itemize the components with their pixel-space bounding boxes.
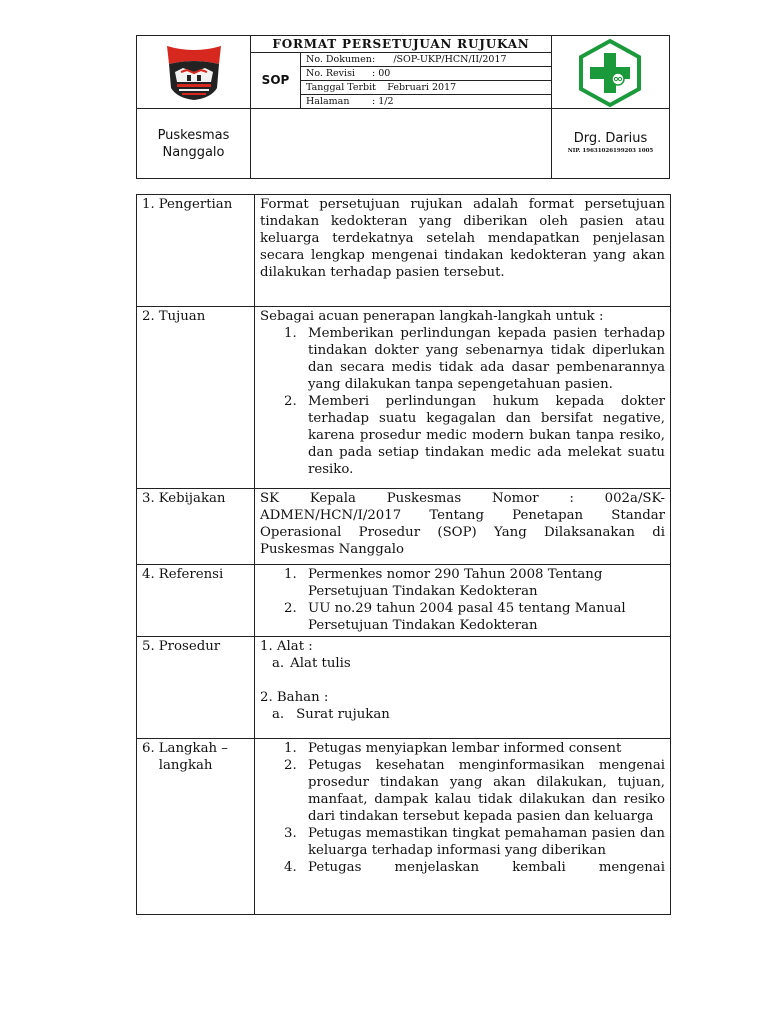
list-number: 1. — [284, 741, 297, 756]
list-number: 4. — [284, 860, 297, 875]
list-item — [284, 740, 665, 757]
meta-key: Halaman — [306, 96, 350, 107]
section-label: Referensi — [158, 567, 224, 582]
meta-key: Tanggal Terbit — [306, 82, 376, 93]
meta-row-revisi — [306, 67, 390, 80]
list-text: Memberi perlindungan hukum kepada dokter terhadap suatu kegagalan dan bersifat negative, karena prosedur medic modern bukan tanpa resiko, dan pada setiap tindakan medic ada melekat suatu resiko. — [308, 394, 665, 477]
list-number: 1. — [284, 567, 297, 582]
meta-value: : 1/2 — [372, 96, 394, 107]
section-label: Langkah – — [158, 741, 228, 756]
list-text: Petugas kesehatan menginformasikan mengenai prosedur tindakan yang akan dilakukan, tujuan, manfaat, dampak kalau tidak dilakukan dan resiko dari tindakan tersebut kepada pasien dan keluarga — [308, 758, 665, 824]
list-item — [284, 566, 665, 600]
meta-value: : /SOP-UKP/HCN/II/2017 — [372, 54, 507, 65]
list-number: 2. — [284, 601, 297, 616]
alat-title: 1. Alat : — [260, 639, 313, 654]
meta-row-tanggal — [306, 81, 456, 94]
list-item — [284, 325, 665, 393]
tujuan-list — [260, 325, 665, 478]
section-prosedur — [137, 637, 671, 739]
alat-item — [260, 655, 665, 672]
section-number: 5. — [142, 639, 155, 654]
tujuan-intro: Sebagai acuan penerapan langkah-langkah untuk : — [260, 309, 604, 324]
section-number: 1. — [142, 197, 155, 212]
section-number: 3. — [142, 491, 155, 506]
list-text: Memberikan perlindungan kepada pasien terhadap tindakan dokter yang sebenarnya tidak diperlukan dan secara medis tidak ada dasar pembenarannya yang dilakukan tanpa sepengetahuan pasien. — [308, 326, 665, 392]
section-label: Pengertian — [158, 197, 233, 212]
section-number: 6. — [142, 741, 155, 756]
list-number: 2. — [284, 758, 297, 773]
list-letter: a. — [272, 707, 285, 722]
meta-row-halaman — [306, 95, 394, 108]
section-label: Prosedur — [158, 639, 221, 654]
referensi-list — [260, 566, 665, 634]
meta-key: No. Revisi — [306, 68, 355, 79]
sop-body-table — [136, 194, 671, 915]
meta-value: : Februari 2017 — [372, 82, 457, 93]
section-langkah — [137, 739, 671, 915]
langkah-list — [260, 740, 665, 876]
bahan-title: 2. Bahan : — [260, 690, 329, 705]
list-number: 2. — [284, 394, 297, 409]
section-number: 4. — [142, 567, 155, 582]
list-item — [284, 757, 665, 825]
document-title: FORMAT PERSETUJUAN RUJUKAN — [272, 37, 530, 51]
bahan-item — [260, 706, 665, 723]
list-item — [284, 393, 665, 478]
section-kebijakan — [137, 489, 671, 565]
meta-key: No. Dokumen — [306, 54, 372, 65]
list-text: Permenkes nomor 290 Tahun 2008 Tentang Persetujuan Tindakan Kedokteran — [308, 567, 603, 599]
list-letter: a. — [272, 656, 285, 671]
pengertian-text: Format persetujuan rujukan adalah format persetujuan tindakan kedokteran yang diberikan oleh pasien atau keluarga terdekatnya setelah mendapatkan penjelasan secara lengkap mengenai tindakan kedokteran yang akan dilakukan terhadap pasien tersebut. — [255, 195, 671, 307]
kebijakan-text: SK Kepala Puskesmas Nomor : 002a/SK-ADMEN/HCN/I/2017 Tentang Penetapan Standar Operasional Prosedur (SOP) Yang Dilaksanakan di Puskesmas Nanggalo — [255, 489, 671, 565]
meta-value: : 00 — [372, 68, 391, 79]
signer-nip: NIP. 19631026199203 1005 — [567, 148, 654, 154]
section-label: Tujuan — [158, 309, 206, 324]
list-text: Alat tulis — [290, 656, 351, 671]
list-text: Petugas menjelaskan kembali mengenai — [308, 860, 665, 875]
sop-label: SOP — [261, 73, 290, 87]
section-tujuan — [137, 307, 671, 489]
puskesmas-logo-icon — [577, 37, 643, 109]
list-text: Petugas menyiapkan lembar informed consent — [308, 741, 622, 756]
list-text: Petugas memastikan tingkat pemahaman pasien dan keluarga terhadap informasi yang diberikan — [308, 826, 665, 858]
section-referensi — [137, 565, 671, 637]
section-label: Kebijakan — [158, 491, 226, 506]
list-item — [284, 825, 665, 859]
list-text: Surat rujukan — [296, 707, 390, 722]
list-number: 3. — [284, 826, 297, 841]
list-number: 1. — [284, 326, 297, 341]
list-item — [284, 859, 665, 876]
meta-row-dokumen — [306, 53, 507, 66]
puskesmas-name — [137, 127, 250, 161]
section-pengertian — [137, 195, 671, 307]
puskesmas-name-line: Nanggalo — [162, 145, 225, 160]
puskesmas-name-line: Puskesmas — [157, 128, 230, 143]
signer-name: Drg. Darius — [573, 131, 648, 146]
signer-block — [552, 131, 669, 155]
section-number: 2. — [142, 309, 155, 324]
list-item — [284, 600, 665, 634]
list-text: UU no.29 tahun 2004 pasal 45 tentang Manual Persetujuan Tindakan Kedokteran — [308, 601, 626, 633]
city-emblem-icon — [163, 42, 225, 102]
section-label: langkah — [158, 758, 213, 773]
header-grid — [136, 35, 670, 179]
